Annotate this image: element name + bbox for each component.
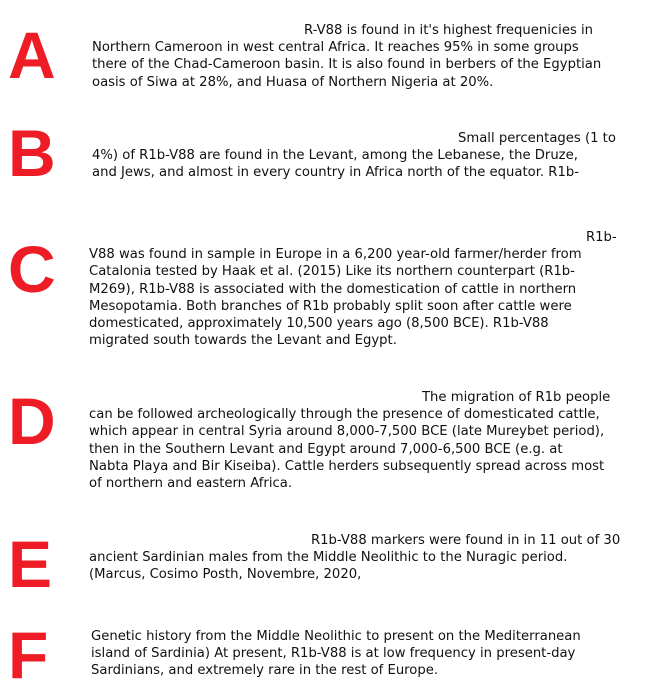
paragraph-line: Mesopotamia. Both branches of R1b probably split soon after cattle were [89,298,572,314]
paragraph-line: (Marcus, Cosimo Posth, Novembre, 2020, [89,567,362,583]
paragraph-line: can be followed archeologically through the presence of domesticated cattle, [89,407,600,423]
paragraph-line: 4%) of R1b-V88 are found in the Levant, among the Lebanese, the Druze, [92,148,578,164]
paragraph-line: R1b-V88 markers were found in in 11 out of 30 [311,533,621,548]
paragraph-line: Sardinians, and extremely rare in the rest of Europe. [91,663,439,679]
paragraph-line: migrated south towards the Levant and Egypt. [89,333,397,349]
paragraph-line: The migration of R1b people [422,390,611,405]
section-letter-e: E [8,527,53,601]
paragraph-line: then in the Southern Levant and Egypt around 7,000-6,500 BCE (e.g. at [89,441,563,457]
section-letter-b: B [8,116,56,190]
paragraph-a [92,22,652,91]
paragraph-line: Genetic history from the Middle Neolithic to present on the Mediterranean [91,629,581,644]
paragraph-line: R-V88 is found in it's highest frequenicies in [304,23,594,38]
paragraph-line: Small percentages (1 to [458,131,616,146]
paragraph-line: of northern and eastern Africa. [89,476,293,492]
paragraph-line: which appear in central Syria around 8,000-7,500 BCE (late Mureybet period), [89,424,605,440]
paragraph-f [91,628,651,680]
paragraph-line: island of Sardinia) At present, R1b-V88 is at low frequency in present-day [91,646,576,662]
section-letter-d: D [8,384,56,458]
paragraph-line: Nabta Playa and Bir Kiseiba). Cattle herders subsequently spread across most [89,458,605,474]
paragraph-line: M269), R1b-V88 is associated with the domestication of cattle in northern [89,281,577,297]
paragraph-line: there of the Chad-Cameroon basin. It is also found in berbers of the Egyptian [92,57,602,73]
paragraph-line: Northern Cameroon in west central Africa. It reaches 95% in some groups [92,40,579,56]
section-letter-f: F [8,618,49,692]
paragraph-e [89,532,649,584]
paragraph-line: R1b- [586,230,617,245]
paragraph-line: Catalonia tested by Haak et al. (2015) Like its northern counterpart (R1b- [89,264,575,280]
paragraph-line: domesticated, approximately 10,500 years ago (8,500 BCE). R1b-V88 [89,316,549,332]
paragraph-line: oasis of Siwa at 28%, and Huasa of Northern Nigeria at 20%. [92,74,494,90]
section-letter-c: C [8,232,56,306]
paragraph-line: V88 was found in sample in Europe in a 6,200 year-old farmer/herder from [89,247,582,263]
paragraph-b [92,130,652,182]
paragraph-c [89,229,649,349]
paragraph-line: ancient Sardinian males from the Middle Neolithic to the Nuragic period. [89,550,568,566]
paragraph-line: and Jews, and almost in every country in Africa north of the equator. R1b- [92,165,579,181]
section-letter-a: A [8,18,56,92]
paragraph-d [89,389,649,492]
